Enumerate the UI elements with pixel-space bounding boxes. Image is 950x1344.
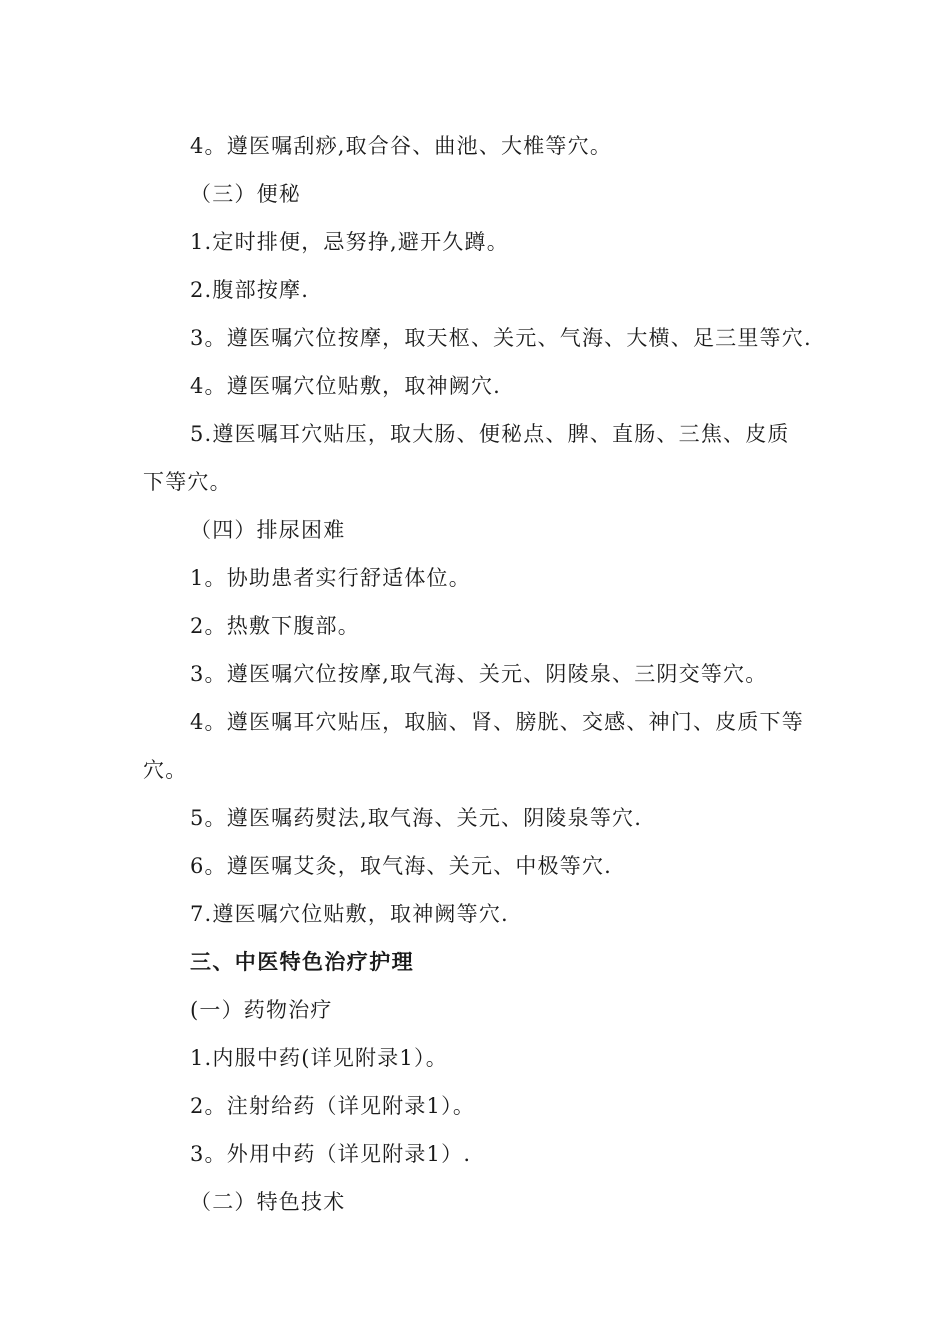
section-heading-constipation: （三）便秘 [190, 182, 301, 206]
paragraph-scraping-therapy: 4。遵医嘱刮痧,取合谷、曲池、大椎等穴。 [190, 134, 613, 158]
paragraph-ear-acupressure-cont: 下等穴。 [143, 470, 232, 494]
section-heading-drug-therapy: (一）药物治疗 [190, 998, 333, 1022]
section-heading-dysuria: （四）排尿困难 [190, 518, 346, 542]
paragraph-abdominal-massage: 2.腹部按摩. [190, 278, 310, 302]
paragraph-hot-compress: 2。热敷下腹部。 [190, 614, 360, 638]
paragraph-oral-medicine: 1.内服中药(详见附录1）。 [190, 1046, 448, 1070]
paragraph-ear-acupressure-2: 4。遵医嘱耳穴贴压，取脑、肾、膀胱、交感、神门、皮质下等 [190, 710, 804, 734]
paragraph-acupoint-application: 4。遵医嘱穴位贴敷，取神阙穴. [190, 374, 502, 398]
paragraph-injection: 2。注射给药（详见附录1）。 [190, 1094, 476, 1118]
paragraph-moxibustion: 6。遵医嘱艾灸，取气海、关元、中极等穴. [190, 854, 613, 878]
section-heading-special-techniques: （二）特色技术 [190, 1190, 346, 1214]
paragraph-ear-acupressure-2-cont: 穴。 [143, 758, 188, 782]
paragraph-comfortable-position: 1。协助患者实行舒适体位。 [190, 566, 471, 590]
paragraph-medicated-ironing: 5。遵医嘱药熨法,取气海、关元、阴陵泉等穴. [190, 806, 643, 830]
paragraph-regular-defecation: 1.定时排便，忌努挣,避开久蹲。 [190, 230, 509, 254]
paragraph-acupoint-massage: 3。遵医嘱穴位按摩，取天枢、关元、气海、大横、足三里等穴. [190, 326, 812, 350]
paragraph-external-medicine: 3。外用中药（详见附录1）. [190, 1142, 472, 1166]
paragraph-ear-acupressure: 5.遵医嘱耳穴贴压，取大肠、便秘点、脾、直肠、三焦、皮质 [190, 422, 790, 446]
paragraph-acupoint-application-2: 7.遵医嘱穴位贴敷，取神阙等穴. [190, 902, 509, 926]
chapter-heading-tcm-treatment: 三、中医特色治疗护理 [190, 950, 414, 974]
paragraph-acupoint-massage-2: 3。遵医嘱穴位按摩,取气海、关元、阴陵泉、三阴交等穴。 [190, 662, 768, 686]
